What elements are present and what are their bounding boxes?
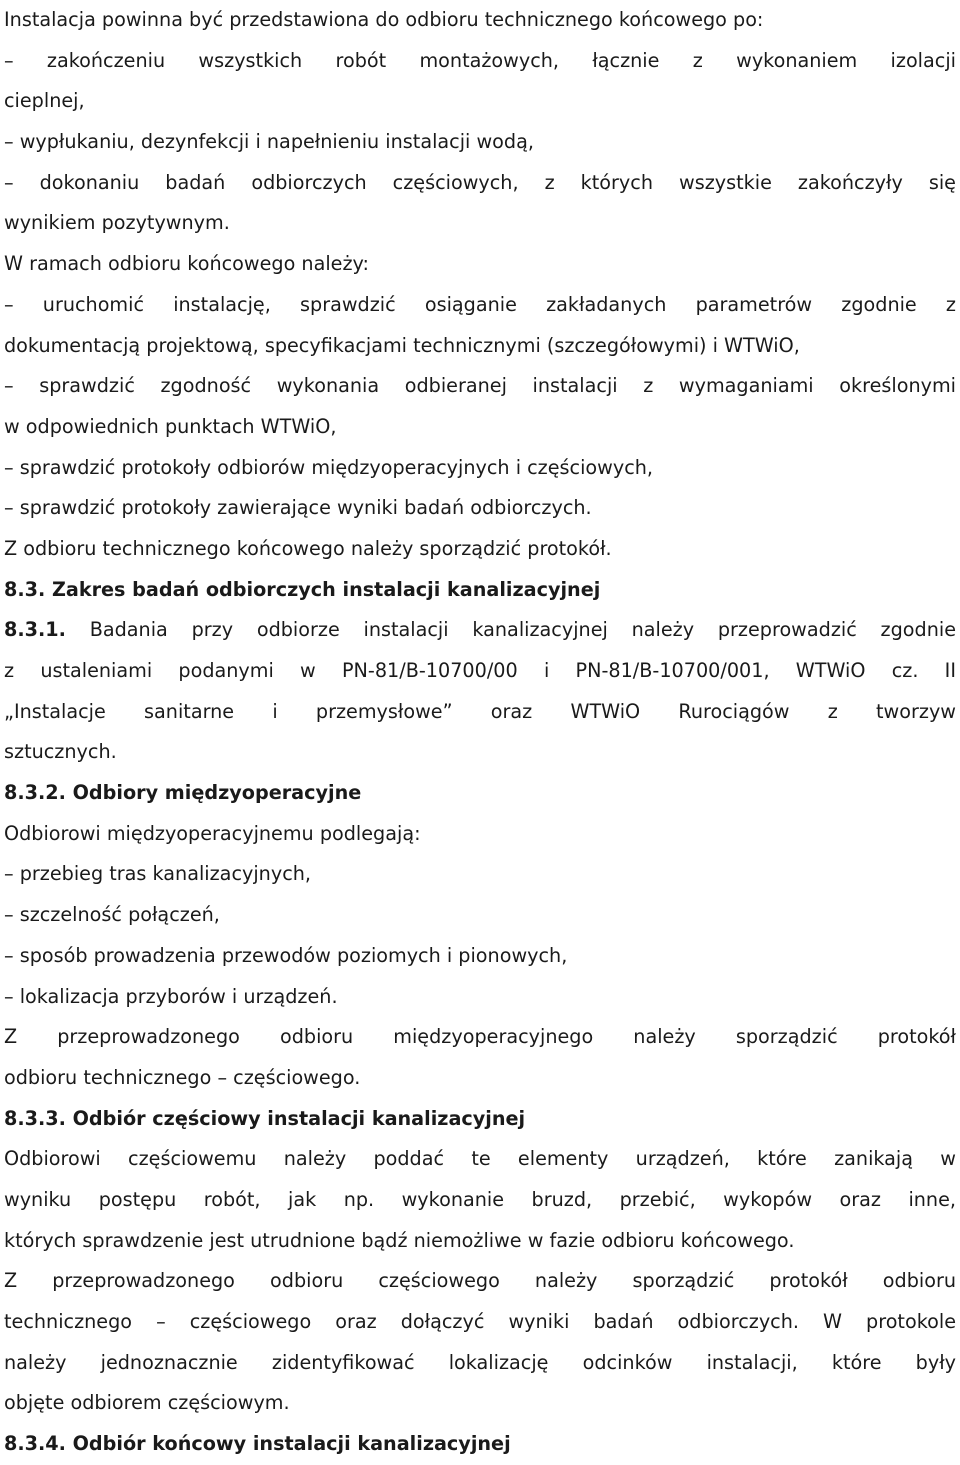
text-line: Z przeprowadzonego odbioru międzyoperacyjnego należy sporządzić protokół (4, 1025, 956, 1049)
text-line: Z odbioru technicznego końcowego należy sporządzić protokół. (4, 536, 612, 560)
text-line: – dokonaniu badań odbiorczych częściowych, z których wszystkie zakończyły się (4, 170, 956, 194)
text-line: objęte odbiorem częściowym. (4, 1391, 290, 1415)
text-line: – szczelność połączeń, (4, 903, 220, 927)
text-line: – sposób prowadzenia przewodów poziomych i pionowych, (4, 943, 568, 967)
text-line: – zakończeniu wszystkich robót montażowych, łącznie z wykonaniem izolacji (4, 48, 956, 72)
text-line: Instalacja powinna być przedstawiona do odbioru technicznego końcowego po: (4, 8, 764, 31)
text-line: dokumentacją projektową, specyfikacjami technicznymi (szczegółowymi) i WTWiO, (4, 333, 800, 357)
text-line: technicznego – częściowego oraz dołączyć wyniki badań odbiorczych. W protokole (4, 1310, 956, 1333)
section-heading: 8.3.4. Odbiór końcowy instalacji kanalizacyjnej (4, 1432, 511, 1456)
document-body (4, 0, 956, 1465)
text-line: – przebieg tras kanalizacyjnych, (4, 862, 311, 886)
text-line: wynikiem pozytywnym. (4, 211, 230, 235)
text-line (4, 610, 956, 651)
text-line: których sprawdzenie jest utrudnione bądź niemożliwe w fazie odbioru końcowego. (4, 1228, 795, 1252)
text-line: – lokalizacja przyborów i urządzeń. (4, 984, 338, 1008)
text-line: Odbiorowi częściowemu należy poddać te elementy urządzeń, które zanikają w (4, 1147, 956, 1171)
section-heading: 8.3.3. Odbiór częściowy instalacji kanalizacyjnej (4, 1106, 526, 1130)
section-heading: 8.3. Zakres badań odbiorczych instalacji kanalizacyjnej (4, 577, 601, 601)
text-line: Z przeprowadzonego odbioru częściowego należy sporządzić protokół odbioru (4, 1269, 956, 1293)
text-line: z ustaleniami podanymi w PN-81/B-10700/00 i PN-81/B-10700/001, WTWiO cz. II (4, 659, 956, 682)
text-line: odbioru technicznego – częściowego. (4, 1065, 361, 1089)
text-line: cieplnej, (4, 89, 85, 113)
line-text: Badania przy odbiorze instalacji kanalizacyjnej należy przeprowadzić zgodnie (65, 618, 956, 642)
text-line: wyniku postępu robót, jak np. wykonanie bruzd, przebić, wykopów oraz inne, (4, 1187, 956, 1211)
text-line: w odpowiednich punktach WTWiO, (4, 414, 337, 438)
text-line: Odbiorowi międzyoperacyjnemu podlegają: (4, 821, 421, 845)
text-line: należy jednoznacznie zidentyfikować lokalizację odcinków instalacji, które były (4, 1350, 956, 1374)
section-heading: 8.3.2. Odbiory międzyoperacyjne (4, 781, 362, 805)
section-number: 8.3.1. (4, 618, 66, 642)
text-line: sztucznych. (4, 740, 117, 764)
text-line: „Instalacje sanitarne i przemysłowe” oraz WTWiO Rurociągów z tworzyw (4, 699, 956, 723)
text-line: – sprawdzić protokoły zawierające wyniki badań odbiorczych. (4, 496, 592, 520)
text-line: – wypłukaniu, dezynfekcji i napełnieniu instalacji wodą, (4, 130, 534, 154)
text-line: W ramach odbioru końcowego należy: (4, 252, 369, 276)
text-line: – sprawdzić protokoły odbiorów międzyoperacyjnych i częściowych, (4, 455, 654, 479)
text-line: – sprawdzić zgodność wykonania odbieranej instalacji z wymaganiami określonymi (4, 374, 956, 398)
text-line: – uruchomić instalację, sprawdzić osiąganie zakładanych parametrów zgodnie z (4, 292, 956, 316)
